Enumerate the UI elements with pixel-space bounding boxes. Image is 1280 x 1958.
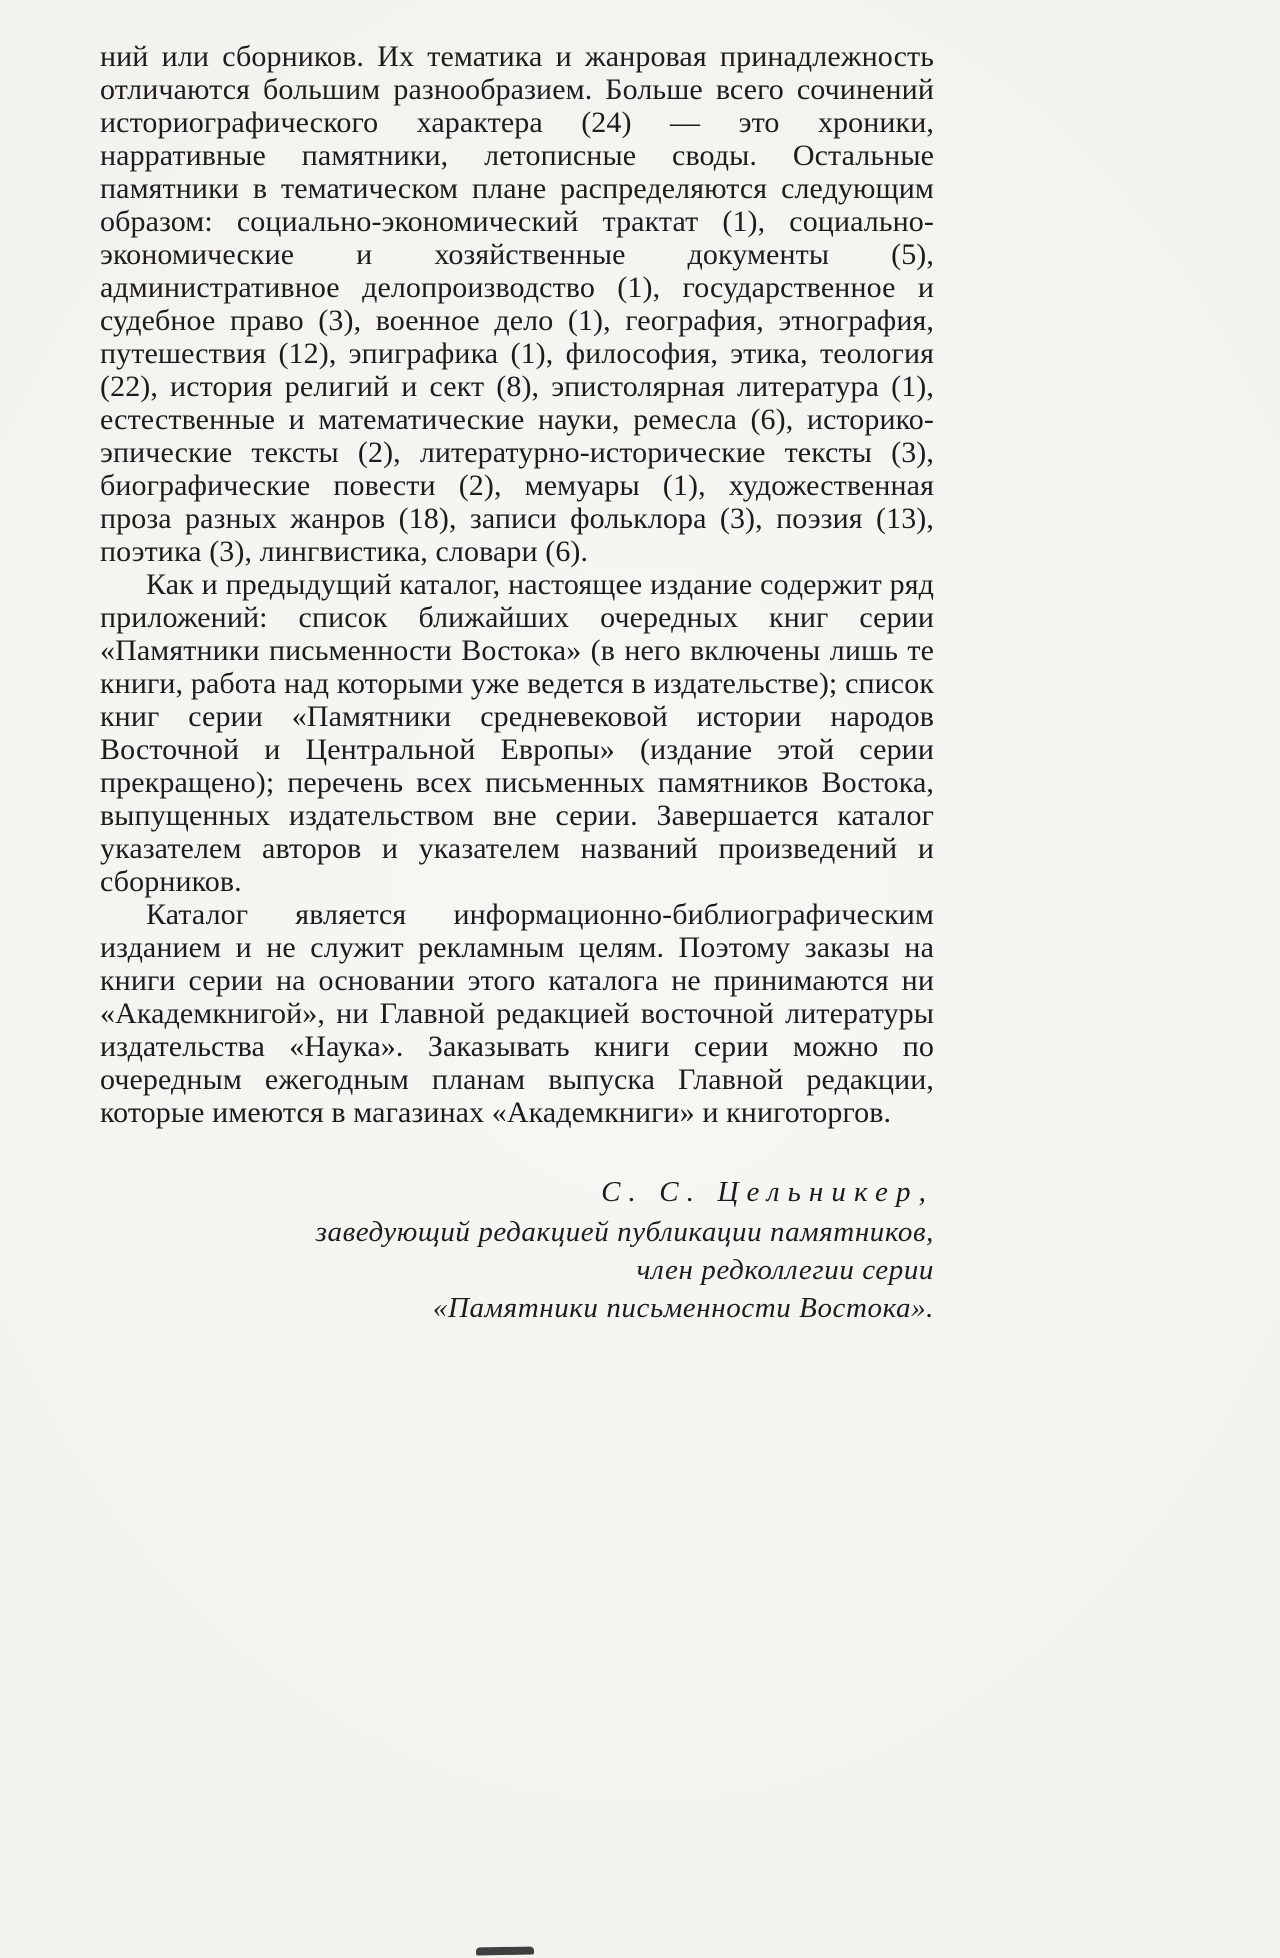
paragraph-catalog-statistics: ний или сборников. Их тематика и жанровая принадлежность отличаются большим разнообразием. Больше всего сочинений историографического характера (24) — это хроники, нарративные памятники, летописные своды. Остальные памятники в тематическом плане распределяются следующим образом: социально-экономический трактат (1), социально-экономические и хозяйственные документы (5), административное делопроизводство (1), государственное и судебное право (3), военное дело (1), география, этнография, путешествия (12), эпиграфика (1), философия, этика, теология (22), история религий и сект (8), эпистолярная литература (1), естественные и математические науки, ремесла (6), историко-эпические тексты (2), литературно-исторические тексты (3), биографические повести (2), мемуары (1), художественная проза разных жанров (18), записи фольклора (3), поэзия (13), поэтика (3), лингвистика, словари (6). [100, 40, 934, 568]
text-block [100, 40, 934, 1327]
signature-author-name: С. С. Цельникер, [601, 1176, 934, 1208]
signature-role-line-1: заведующий редакцией публикации памятников, [315, 1216, 934, 1248]
scan-artifact-mark [476, 1946, 534, 1955]
paragraph-appendices: Как и предыдущий каталог, настоящее издание содержит ряд приложений: список ближайших очередных книг серии «Памятники письменности Востока» (в него включены лишь те книги, работа над которыми уже ведется в издательстве); список книг серии «Памятники средневековой истории народов Восточной и Центральной Европы» (издание этой серии прекращено); перечень всех письменных памятников Востока, выпущенных издательством вне серии. Завершается каталог указателем авторов и указателем названий произведений и сборников. [100, 568, 934, 898]
paragraph-ordering-info: Каталог является информационно-библиографическим изданием и не служит рекламным целям. Поэтому заказы на книги серии на основании этого каталога не принимаются ни «Академкнигой», ни Главной редакцией восточной литературы издательства «Наука». Заказывать книги серии можно по очередным ежегодным планам выпуска Главной редакции, которые имеются в магазинах «Академкниги» и книготоргов. [100, 898, 934, 1129]
signature-role-line-2: член редколлегии серии [636, 1254, 934, 1286]
signature-role-line-3: «Памятники письменности Востока». [432, 1292, 934, 1324]
signature-block [100, 1173, 934, 1327]
